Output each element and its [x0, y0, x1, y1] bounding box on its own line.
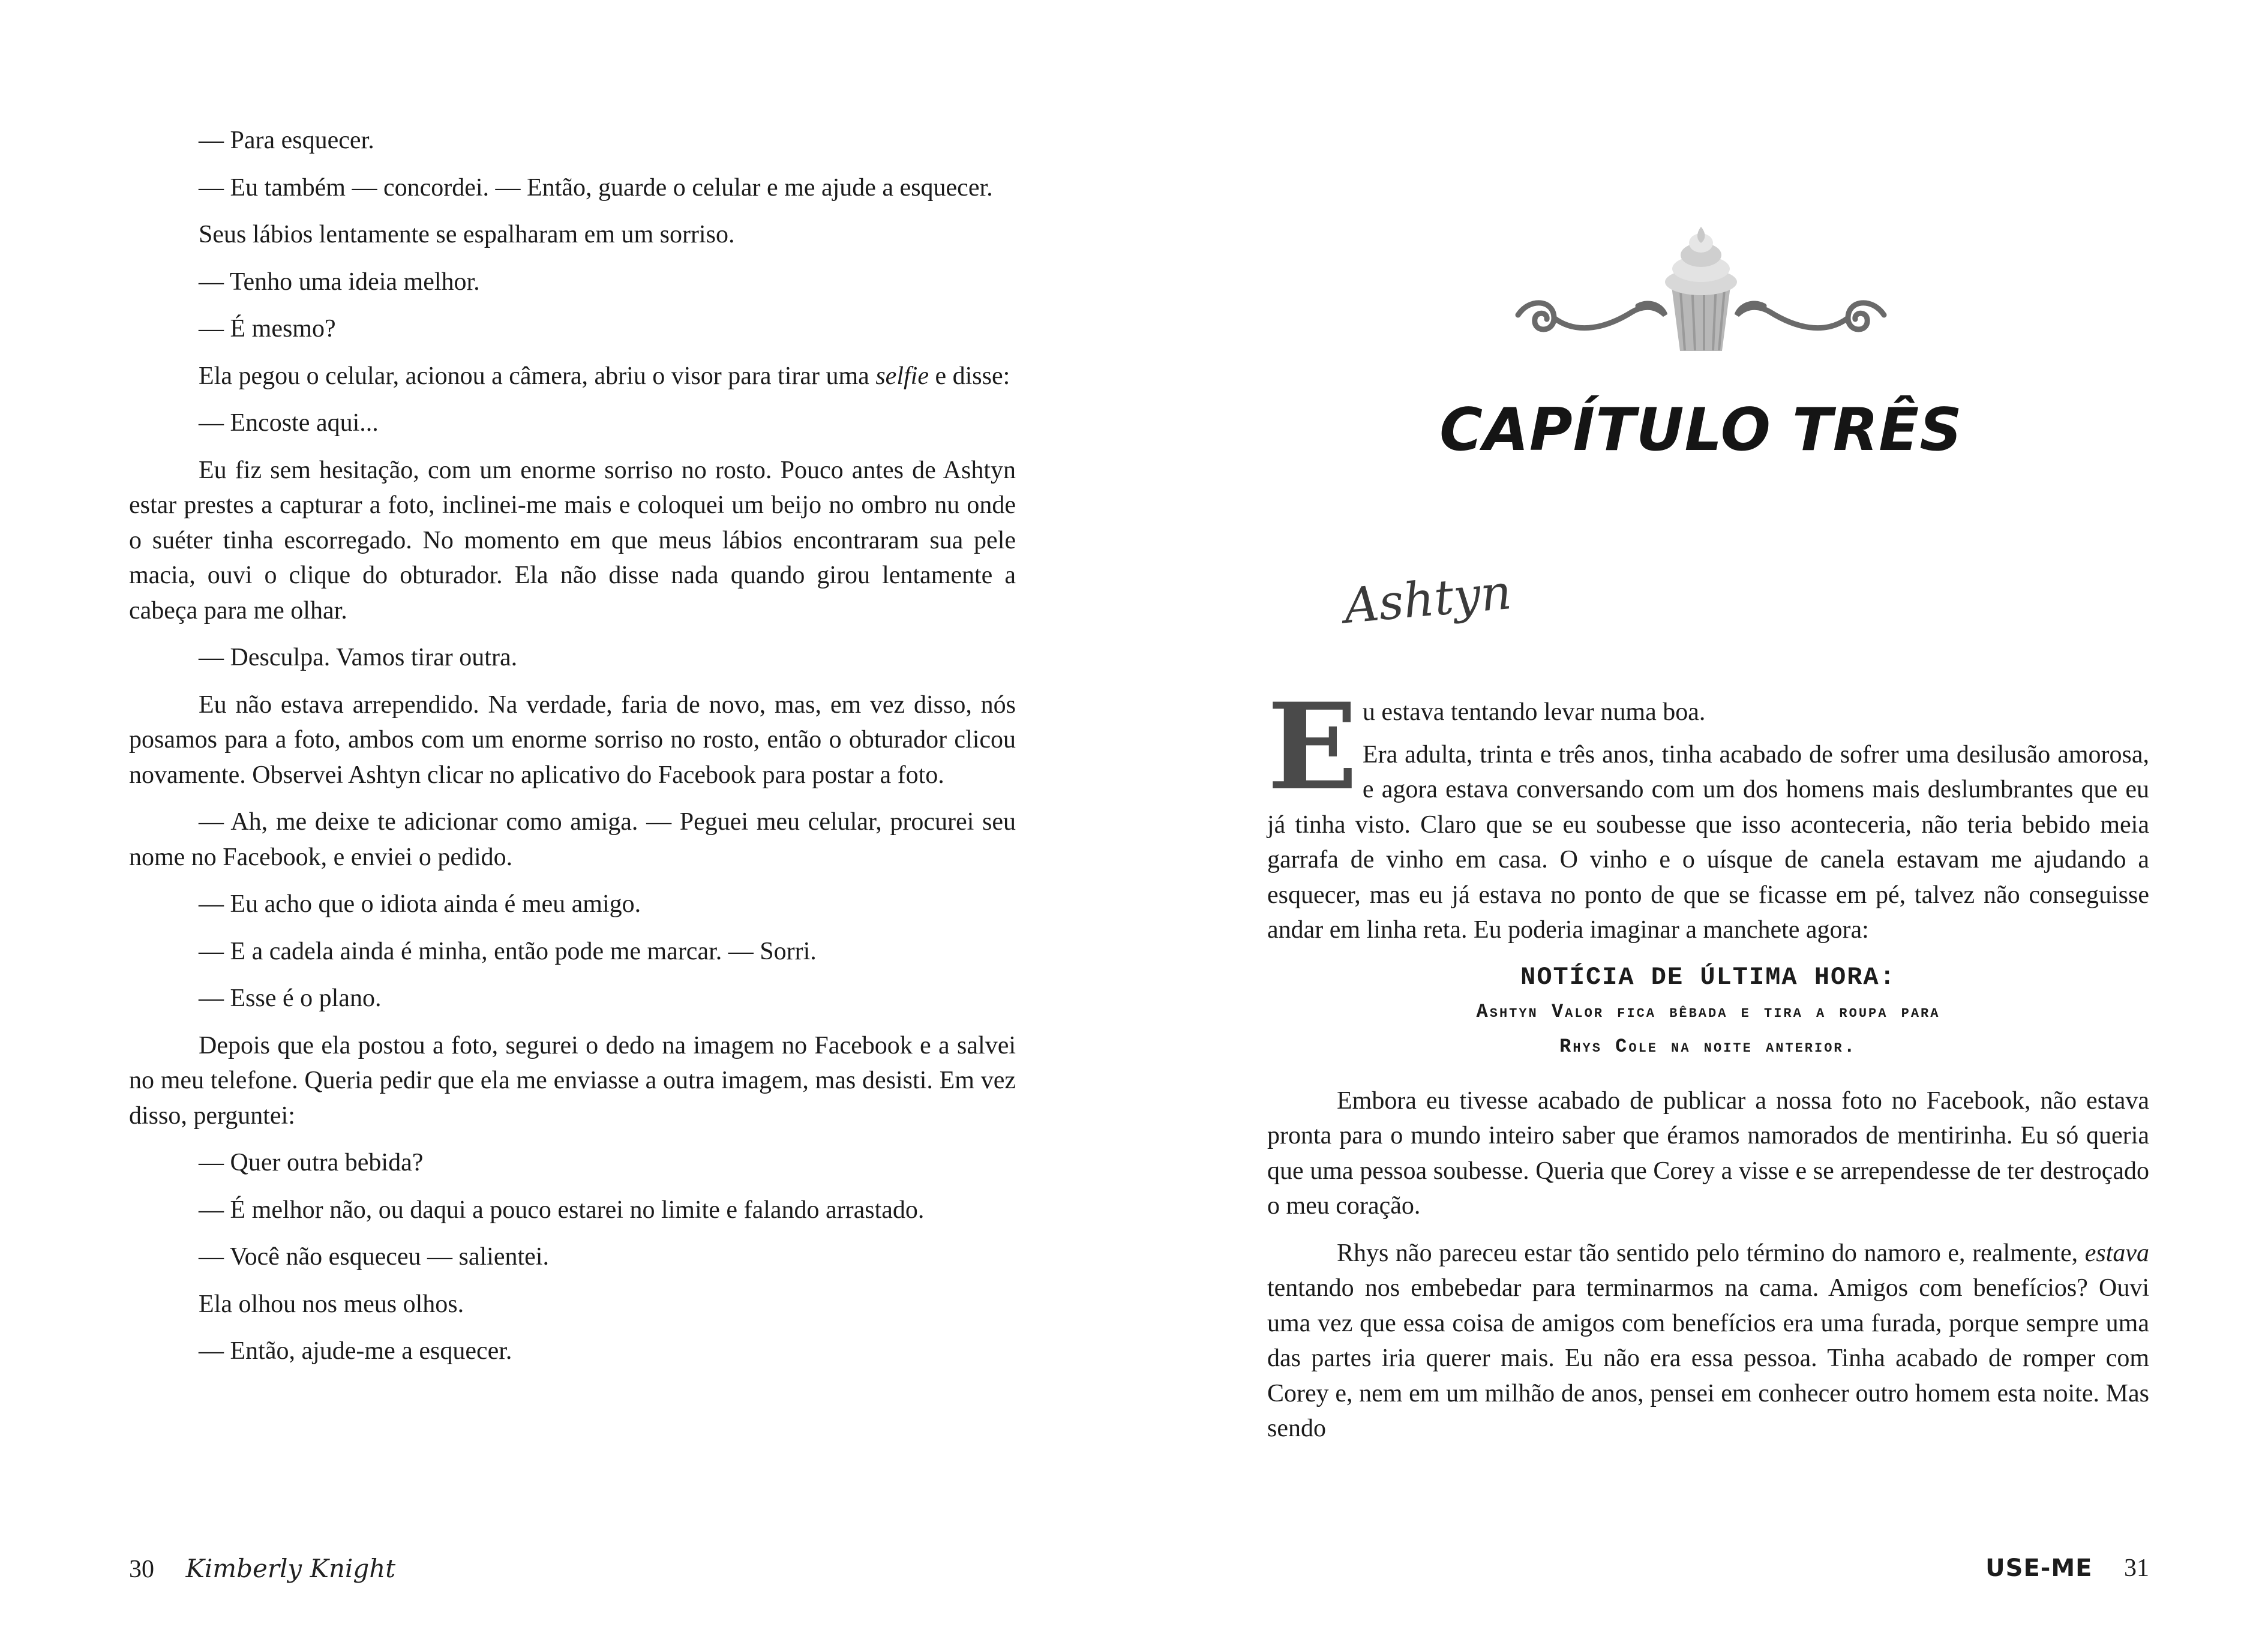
- author-name: Kimberly Knight: [185, 1554, 396, 1583]
- paragraph: Eu não estava arrependido. Na verdade, faria de novo, mas, em vez disso, nós posamos para a foto, ambos com um enorme sorriso no rosto, então o obturador clicou novamente. Observei Ashtyn clicar no aplicativo do Facebook para postar a foto.: [129, 691, 1016, 789]
- pov-character-name: Ashtyn: [1342, 564, 1514, 634]
- paragraph: — Tenho uma ideia melhor.: [199, 268, 480, 296]
- paragraph: Embora eu tivesse acabado de publicar a nossa foto no Facebook, não estava pronta para o mundo inteiro saber que éramos namorados de mentirinha. Eu só queria que uma pessoa soubesse. Queria que Corey a visse e se arrependesse de ter destroçado o meu coração.: [1267, 1086, 2149, 1220]
- headline-title: NOTÍCIA DE ÚLTIMA HORA:: [1520, 962, 1896, 992]
- paragraph: — É melhor não, ou daqui a pouco estarei no limite e falando arrastado.: [199, 1196, 925, 1224]
- page-number: 31: [2124, 1554, 2149, 1582]
- paragraph: — Quer outra bebida?: [199, 1149, 424, 1176]
- paragraph: — Você não esqueceu — salientei.: [199, 1243, 549, 1271]
- paragraph: Seus lábios lentamente se espalharam em um sorriso.: [199, 221, 735, 248]
- chapter-title: CAPÍTULO TRÊS: [1439, 396, 1963, 464]
- paragraph: — E a cadela ainda é minha, então pode me marcar. — Sorri.: [199, 937, 817, 965]
- paragraph: — Encoste aqui...: [199, 409, 379, 437]
- right-footer: [1985, 1554, 2149, 1583]
- paragraph: — Eu acho que o idiota ainda é meu amigo.: [199, 890, 641, 918]
- book-title: USE-ME: [1985, 1554, 2093, 1582]
- paragraph: — Então, ajude-me a esquecer.: [199, 1337, 512, 1365]
- paragraph: — Eu também — concordei. — Então, guarde o celular e me ajude a esquecer.: [199, 173, 993, 202]
- paragraph: Eu fiz sem hesitação, com um enorme sorriso no rosto. Pouco antes de Ashtyn estar prestes a capturar a foto, inclinei-me mais e coloquei um beijo no ombro nu onde o suéter tinha escorregado. No momento em que meus lábios encontraram sua pele macia, ouvi o clique do obturador. Ela não disse nada quando girou lentamente a cabeça para me olhar.: [129, 456, 1016, 625]
- headline-block: [1267, 960, 2149, 1064]
- left-page-text: [129, 123, 1016, 1381]
- page-number: 30: [129, 1556, 154, 1583]
- paragraph: — É mesmo?: [199, 315, 336, 343]
- paragraph: — Desculpa. Vamos tirar outra.: [199, 644, 518, 671]
- right-page: [1134, 0, 2268, 1630]
- paragraph: — Para esquecer.: [199, 127, 374, 154]
- headline-line: Rhys Cole na noite anterior.: [1559, 1035, 1857, 1058]
- paragraph: Depois que ela postou a foto, segurei o dedo na imagem no Facebook e a salvei no meu telefone. Queria pedir que ela me enviasse a outra imagem, mas desisti. Em vez disso, perguntei:: [129, 1031, 1016, 1130]
- headline-line: Ashtyn Valor fica bêbada e tira a roupa para: [1476, 1000, 1940, 1023]
- paragraph: — Esse é o plano.: [199, 984, 382, 1012]
- right-page-text: [1267, 677, 2149, 1458]
- first-paragraph: Eu estava tentando levar numa boa.: [1267, 677, 1706, 816]
- paragraph: Rhys não pareceu estar tão sentido pelo término do namoro e, realmente, estava tentando nos embebedar para terminarmos na cama. Amigos com benefícios? Ouvi uma vez que essa coisa de amigos com benefícios era uma furada, porque sempre uma das partes iria querer mais. Eu não era essa pessoa. Tinha acabado de romper com Corey e, nem em um milhão de anos, pensei em conhecer outro homem esta noite. Mas sendo: [1267, 1239, 2149, 1442]
- paragraph-selfie: Ela pegou o celular, acionou a câmera, abriu o visor para tirar uma selfie e disse:: [199, 362, 1010, 390]
- paragraph: Ela olhou nos meus olhos.: [199, 1290, 464, 1318]
- cupcake-ornament-icon: [1134, 216, 2268, 360]
- paragraph: — Ah, me deixe te adicionar como amiga. — Peguei meu celular, procurei seu nome no Facebook, e enviei o pedido.: [129, 808, 1016, 871]
- paragraph: Era adulta, trinta e três anos, tinha acabado de sofrer uma desilusão amorosa, e agora estava conversando com um dos homens mais deslumbrantes que eu já tinha visto. Claro que se eu soubesse que isso aconteceria, não teria bebido meia garrafa de vinho em casa. O vinho e o uísque de canela estavam me ajudando a esquecer, mas eu já estava no ponto de que se ficasse em pé, talvez não conseguisse andar em linha reta. Eu poderia imaginar a manchete agora:: [1267, 740, 2149, 944]
- drop-cap: E: [1267, 677, 1358, 816]
- left-footer: [129, 1554, 395, 1584]
